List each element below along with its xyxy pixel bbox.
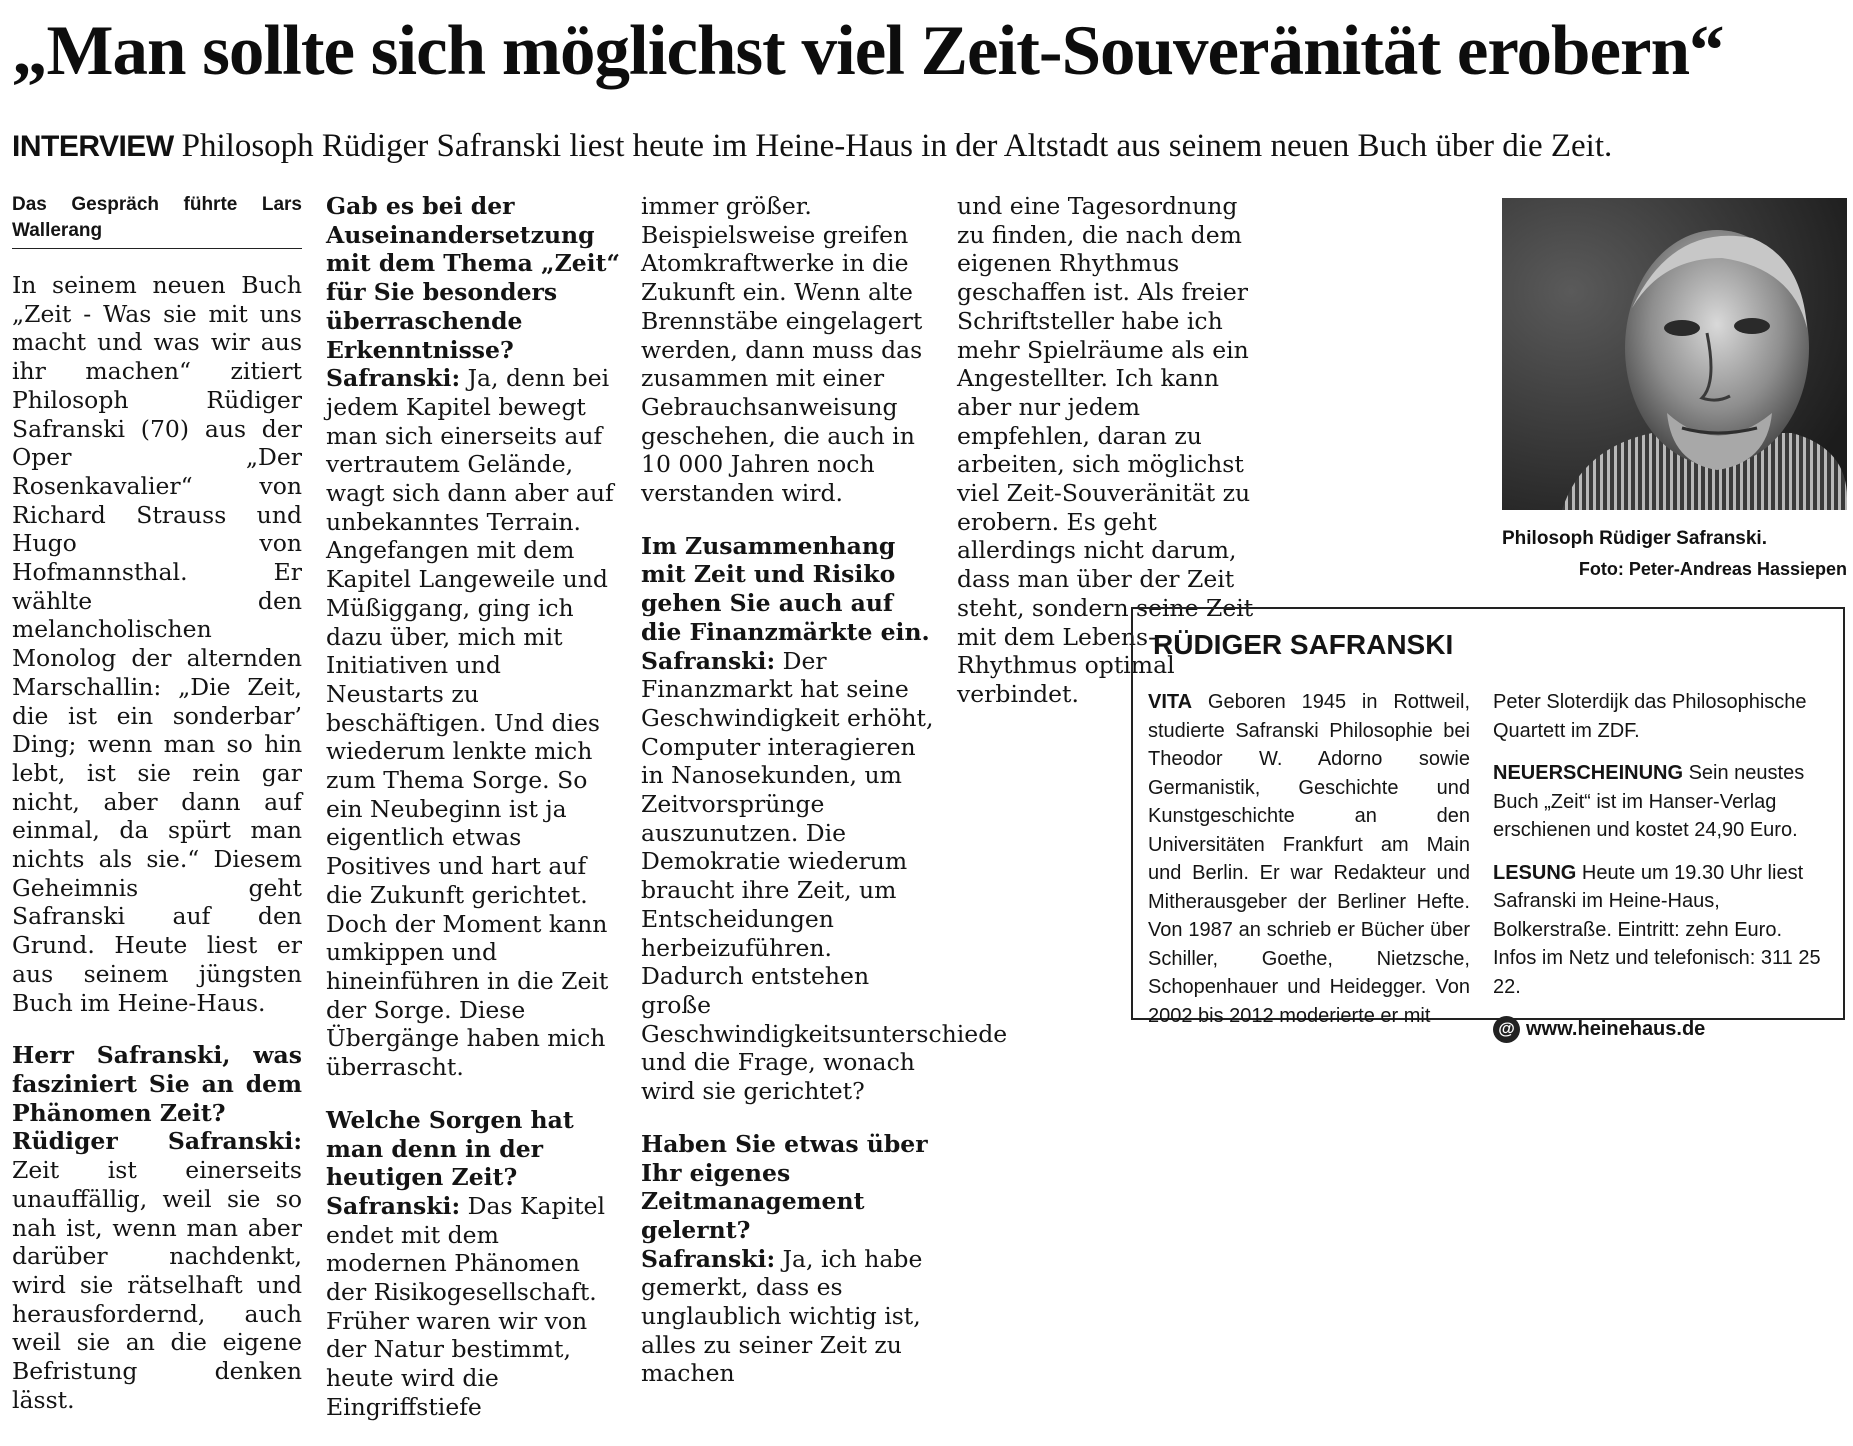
info-box bbox=[1131, 607, 1845, 1040]
website-link[interactable]: www.heinehaus.de bbox=[1526, 1018, 1706, 1040]
question-4: Im Zusammenhang mit Zeit und Risiko gehen Sie auch auf die Finanzmärkte ein. bbox=[641, 531, 930, 646]
column-2 bbox=[326, 192, 622, 1446]
headline: „Man sollte sich möglichst viel Zeit-Souveränität erobern“ bbox=[12, 12, 1724, 90]
speaker-label: Rüdiger Safranski: bbox=[12, 1127, 302, 1156]
lesung-paragraph bbox=[1493, 859, 1823, 1002]
byline: Das Gespräch führte Lars Wallerang bbox=[12, 192, 302, 249]
caption-text: Philosoph Rüdiger Safranski. bbox=[1502, 528, 1767, 549]
answer-3: Das Kapitel endet mit dem modernen Phänomen der Risikogesellschaft. Früher waren wir von der Natur bestimmt, heute wird die Eingriffstiefe bbox=[326, 1191, 605, 1421]
neuerscheinung-paragraph bbox=[1493, 759, 1823, 845]
neuerscheinung-label: NEUERSCHEINUNG bbox=[1493, 762, 1684, 784]
photo-credit: Foto: Peter-Andreas Hassiepen bbox=[1578, 559, 1847, 579]
subhead bbox=[12, 124, 1847, 169]
vita-label: VITA bbox=[1148, 691, 1193, 713]
vita-continued: Peter Sloterdijk das Philosophische Quartett im ZDF. bbox=[1493, 691, 1807, 742]
info-box-column-left bbox=[1148, 688, 1470, 1044]
at-sign-icon: @ bbox=[1493, 1016, 1520, 1043]
answer-1: Zeit ist einerseits unauffällig, weil sie so nah ist, wenn man aber darüber nachdenkt, wird sie rätselhaft und herausfordernd, auch weil sie an die eigene Befristung denken lässt. bbox=[12, 1156, 302, 1414]
info-box-column-right bbox=[1493, 688, 1823, 1044]
qa-block-1 bbox=[12, 1041, 302, 1414]
speaker-label: Safranski: bbox=[641, 1244, 776, 1273]
answer-2: Ja, denn bei jedem Kapitel bewegt man sich einerseits auf vertrautem Gelände, wagt sich dann aber auf unbekanntes Terrain. Angefangen mit dem Kapitel Langeweile und Müßiggang, ging ich dazu über, mich mit Initiativen und Neustarts zu beschäftigen. Und dies wiederum lenkte mich zum Thema Sorge. So ein Neubeginn ist ja eigentlich etwas Positives und hart auf die Zukunft gerichtet. Doch der Moment kann umkippen und hineinführen in die Zeit der Sorge. Diese Übergänge haben mich überrascht. bbox=[326, 364, 614, 1082]
column-1 bbox=[12, 192, 302, 1438]
kicker-interview: INTERVIEW bbox=[12, 130, 174, 163]
qa-block-5 bbox=[641, 1130, 937, 1388]
portrait-image bbox=[1502, 198, 1847, 510]
speaker-label: Safranski: bbox=[326, 1191, 461, 1220]
lesung-label: LESUNG bbox=[1493, 861, 1577, 884]
vita-text: Geboren 1945 in Rottweil, studierte Safranski Philosophie bei Theodor W. Adorno sowie Germanistik, Geschichte und Kunstgeschichte an den Universitäten Frankfurt am Main und Berlin. Er war Redakteur und Mitherausgeber der Berliner Hefte. Von 1987 an schrieb er Bücher über Schiller, Goethe, Nietzsche, Schopenhauer und Heidegger. Von 2002 bis 2012 moderierte er mit bbox=[1148, 691, 1471, 1027]
answer-3-continued: immer größer. Beispielsweise greifen Atomkraftwerke in die Zukunft ein. Wenn alte Brennstäbe eingelagert werden, dann muss das zusammen mit einer Gebrauchsanweisung geschehen, die auch in 10 000 Jahren noch verstanden wird. bbox=[641, 192, 923, 508]
neuerscheinung-text: Sein neustes Buch „Zeit“ ist im Hanser-Verlag erschienen und kostet 24,90 Euro. bbox=[1493, 762, 1805, 841]
qa-block-3 bbox=[326, 1106, 622, 1422]
portrait-photo bbox=[1502, 198, 1847, 510]
answer-5-continued: und eine Tagesordnung zu finden, die nach dem eigenen Rhythmus geschaffen ist. Als freier Schriftsteller habe ich mehr Spielräume als ein Angestellter. Ich kann aber nur jedem empfehlen, daran zu arbeiten, sich möglichst viel Zeit-Souveränität zu erobern. Es geht allerdings nicht darum, dass man über der Zeit steht, sondern seine Zeit mit dem Lebens-Rhythmus optimal verbindet. bbox=[957, 192, 1254, 708]
speaker-label: Safranski: bbox=[326, 364, 461, 393]
column-3 bbox=[641, 192, 1008, 1412]
qa-block-2 bbox=[326, 192, 622, 1082]
answer-4: Der Finanzmarkt hat seine Geschwindigkeit erhöht, Computer interagieren in Nanosekunden, um Zeitvorsprünge auszunutzen. Die Demokratie wiederum braucht ihre Zeit, um Entscheidungen herbeizuführen. Dadurch entstehen große Geschwindigkeitsunterschiede und die Frage, wonach wird sie gerichtet? bbox=[641, 646, 1008, 1106]
intro-paragraph: In seinem neuen Buch „Zeit - Was sie mit uns macht und was wir aus ihr machen“ zitiert Philosoph Rüdiger Safranski (70) aus der Oper „Der Rosenkavalier“ von Richard Strauss und Hugo von Hofmannsthal. Er wählte den melancholischen Monolog der alternden Marschallin: „Die Zeit, die ist ein sonderbar’ Ding; wenn man so hin lebt, ist sie rein gar nicht, aber dann auf einmal, da spürt man nichts als sie.“ Diesem Geheimnis geht Safranski auf den Grund. Heute liest er aus seinem jüngsten Buch im Heine-Haus. bbox=[12, 271, 302, 1017]
question-2: Gab es bei der Auseinandersetzung mit dem Thema „Zeit“ für Sie besonders überraschende Erkenntnisse? bbox=[326, 192, 620, 364]
answer-5: Ja, ich habe gemerkt, dass es unglaublich wichtig ist, alles zu seiner Zeit zu machen bbox=[641, 1244, 923, 1388]
website-line[interactable] bbox=[1493, 1015, 1823, 1044]
qa-block-4 bbox=[641, 531, 1008, 1106]
photo-caption bbox=[1502, 524, 1847, 584]
lesung-text: Heute um 19.30 Uhr liest Safranski im Heine-Haus, Bolkerstraße. Eintritt: zehn Euro. Infos im Netz und telefonisch: 311 25 22. bbox=[1493, 861, 1821, 998]
question-5: Haben Sie etwas über Ihr eigenes Zeitmanagement gelernt? bbox=[641, 1129, 928, 1244]
info-box-title: RÜDIGER SAFRANSKI bbox=[1153, 629, 1454, 660]
speaker-label: Safranski: bbox=[641, 646, 776, 675]
subhead-text: Philosoph Rüdiger Safranski liest heute im Heine-Haus in der Altstadt aus seinem neuen Buch über die Zeit. bbox=[181, 128, 1613, 164]
question-3: Welche Sorgen hat man denn in der heutigen Zeit? bbox=[326, 1105, 574, 1192]
vita-paragraph bbox=[1148, 688, 1470, 1030]
question-1: Herr Safranski, was fasziniert Sie an dem Phänomen Zeit? bbox=[12, 1041, 302, 1127]
